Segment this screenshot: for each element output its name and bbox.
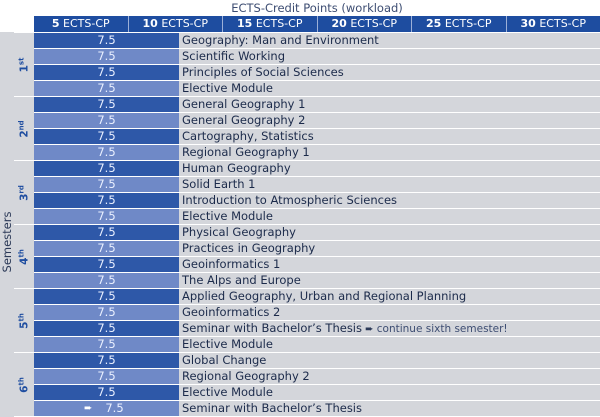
semester-number: 5 [18, 321, 31, 329]
axis-col-15: 15 ECTS-CP [222, 16, 317, 32]
module-title-cell [179, 257, 600, 272]
semester-block [14, 352, 34, 416]
module-title: Geoinformatics 2 [182, 305, 281, 319]
module-row [34, 96, 600, 112]
credit-value: 7.5 [97, 225, 116, 239]
credit-value: 7.5 [97, 337, 116, 351]
credit-cell [34, 33, 179, 48]
module-title-cell [179, 385, 600, 400]
module-title: Elective Module [182, 337, 273, 351]
module-note: continue sixth semester! [376, 323, 508, 335]
module-title: Elective Module [182, 209, 273, 223]
credit-cell [34, 209, 179, 224]
credit-value: 7.5 [97, 161, 116, 175]
module-title: Practices in Geography [182, 241, 316, 255]
module-row [34, 256, 600, 272]
credit-value: 7.5 [105, 401, 124, 415]
module-title-cell [179, 353, 600, 368]
credit-cell [34, 49, 179, 64]
credit-cell [34, 401, 179, 416]
module-row [34, 112, 600, 128]
module-row [34, 144, 600, 160]
module-title-cell [179, 369, 600, 384]
credit-cell [34, 225, 179, 240]
credit-cell [34, 97, 179, 112]
semester-number: 2 [18, 129, 31, 138]
credit-value: 7.5 [97, 81, 116, 95]
module-title-cell [179, 49, 600, 64]
module-title: General Geography 1 [182, 97, 306, 111]
module-title: The Alps and Europe [182, 273, 301, 287]
module-title-cell [179, 401, 600, 416]
credit-value: 7.5 [97, 113, 116, 127]
module-title: Applied Geography, Urban and Regional Planning [182, 289, 467, 303]
credit-value: 7.5 [97, 33, 116, 47]
semester-number: 3 [18, 193, 31, 201]
module-row [34, 272, 600, 288]
module-title-cell [179, 273, 600, 288]
module-title: Seminar with Bachelor’s Thesis [182, 321, 362, 335]
module-row [34, 288, 600, 304]
axis-col-10: 10 ECTS-CP [128, 16, 223, 32]
semester-block [14, 288, 34, 352]
module-title-cell [179, 209, 600, 224]
module-row [34, 192, 600, 208]
credit-cell [34, 193, 179, 208]
module-title: Regional Geography 2 [182, 369, 310, 383]
semester-suffix: th [17, 248, 26, 258]
credit-cell [34, 177, 179, 192]
module-row [34, 64, 600, 80]
chart-caption: ECTS-Credit Points (workload) [231, 1, 403, 15]
semester-suffix: th [17, 376, 26, 386]
credit-cell [34, 369, 179, 384]
credit-value: 7.5 [97, 129, 116, 143]
axis-col-20: 20 ECTS-CP [317, 16, 412, 32]
module-title: Seminar with Bachelor’s Thesis [182, 401, 362, 415]
module-row [34, 224, 600, 240]
credit-cell [34, 273, 179, 288]
module-title: Human Geography [182, 161, 291, 175]
semester-label [18, 120, 31, 137]
module-row [34, 320, 600, 336]
axis-col-30: 30 ECTS-CP [506, 16, 600, 32]
credit-cell [34, 289, 179, 304]
module-title: Introduction to Atmospheric Sciences [182, 193, 398, 207]
module-title-cell [179, 129, 600, 144]
module-row [34, 400, 600, 416]
module-row [34, 32, 600, 48]
module-title: Physical Geography [182, 225, 296, 239]
credit-value: 7.5 [97, 273, 116, 287]
module-title-cell [179, 65, 600, 80]
semester-suffix: st [17, 57, 26, 65]
semester-label [18, 185, 31, 201]
semester-label [18, 249, 31, 265]
credit-cell [34, 241, 179, 256]
credit-value: 7.5 [97, 289, 116, 303]
credit-cell [34, 257, 179, 272]
credit-cell [34, 129, 179, 144]
credit-value: 7.5 [97, 177, 116, 191]
module-title-cell [179, 177, 600, 192]
semester-block [14, 96, 34, 160]
credit-cell [34, 65, 179, 80]
axis-col-25: 25 ECTS-CP [411, 16, 506, 32]
credit-value: 7.5 [97, 193, 116, 207]
module-title: Geoinformatics 1 [182, 257, 281, 271]
semester-suffix: th [17, 312, 26, 322]
semester-number: 6 [18, 385, 31, 393]
module-row [34, 128, 600, 144]
module-title-cell [179, 305, 600, 320]
module-row [34, 208, 600, 224]
credit-value: 7.5 [97, 369, 116, 383]
semester-label [18, 377, 31, 393]
module-title: Regional Geography 1 [182, 145, 310, 159]
semester-block [14, 224, 34, 288]
module-row [34, 368, 600, 384]
module-title: General Geography 2 [182, 113, 306, 127]
module-title: Global Change [182, 353, 267, 367]
credit-value: 7.5 [97, 241, 116, 255]
module-table [34, 32, 600, 416]
module-row [34, 80, 600, 96]
credit-value: 7.5 [97, 65, 116, 79]
module-row [34, 304, 600, 320]
module-title: Elective Module [182, 81, 273, 95]
module-title-cell [179, 145, 600, 160]
semester-number: 4 [18, 257, 31, 265]
module-title-cell [179, 81, 600, 96]
module-title: Geography: Man and Environment [182, 33, 379, 47]
module-title-cell [179, 321, 600, 336]
credit-value: 7.5 [97, 145, 116, 159]
credit-value: 7.5 [97, 385, 116, 399]
credit-cell [34, 305, 179, 320]
credit-cell [34, 81, 179, 96]
semester-suffix: rd [17, 184, 26, 194]
module-title-cell [179, 289, 600, 304]
credit-cell [34, 321, 179, 336]
module-row [34, 384, 600, 400]
module-row [34, 176, 600, 192]
axis-col-5: 5 ECTS-CP [51, 17, 110, 30]
module-title: Scientific Working [182, 49, 286, 63]
credit-cell [34, 161, 179, 176]
module-title: Cartography, Statistics [182, 129, 314, 143]
module-row [34, 240, 600, 256]
module-row [34, 336, 600, 352]
module-title-cell [179, 113, 600, 128]
module-title-cell [179, 161, 600, 176]
module-title-cell [179, 225, 600, 240]
module-row [34, 352, 600, 368]
semester-label [18, 313, 31, 329]
semester-axis [0, 32, 14, 417]
module-title-cell [179, 33, 600, 48]
credit-value: 7.5 [97, 321, 116, 335]
module-title-cell [179, 97, 600, 112]
semester-block [14, 160, 34, 224]
semester-block [14, 32, 34, 96]
credit-value: 7.5 [97, 257, 116, 271]
credit-cell [34, 353, 179, 368]
credit-value: 7.5 [97, 97, 116, 111]
credit-value: 7.5 [97, 209, 116, 223]
credit-axis-header [34, 16, 600, 32]
module-row [34, 160, 600, 176]
semester-axis-label: Semesters [0, 211, 14, 273]
credit-cell [34, 385, 179, 400]
credit-value: 7.5 [97, 305, 116, 319]
semester-label [18, 57, 31, 72]
credit-value: 7.5 [97, 353, 116, 367]
continue-arrow-icon: ➨ [84, 403, 93, 414]
semester-number: 1 [18, 64, 31, 72]
continue-arrow-icon: ➨ [362, 324, 377, 335]
credit-cell [34, 337, 179, 352]
module-row [34, 48, 600, 64]
module-title-cell [179, 241, 600, 256]
module-title-cell [179, 193, 600, 208]
module-title: Solid Earth 1 [182, 177, 256, 191]
credit-value: 7.5 [97, 49, 116, 63]
module-title: Principles of Social Sciences [182, 65, 344, 79]
credit-cell [34, 145, 179, 160]
semester-suffix: nd [17, 119, 26, 130]
module-title: Elective Module [182, 385, 273, 399]
module-title-cell [179, 337, 600, 352]
credit-cell [34, 113, 179, 128]
